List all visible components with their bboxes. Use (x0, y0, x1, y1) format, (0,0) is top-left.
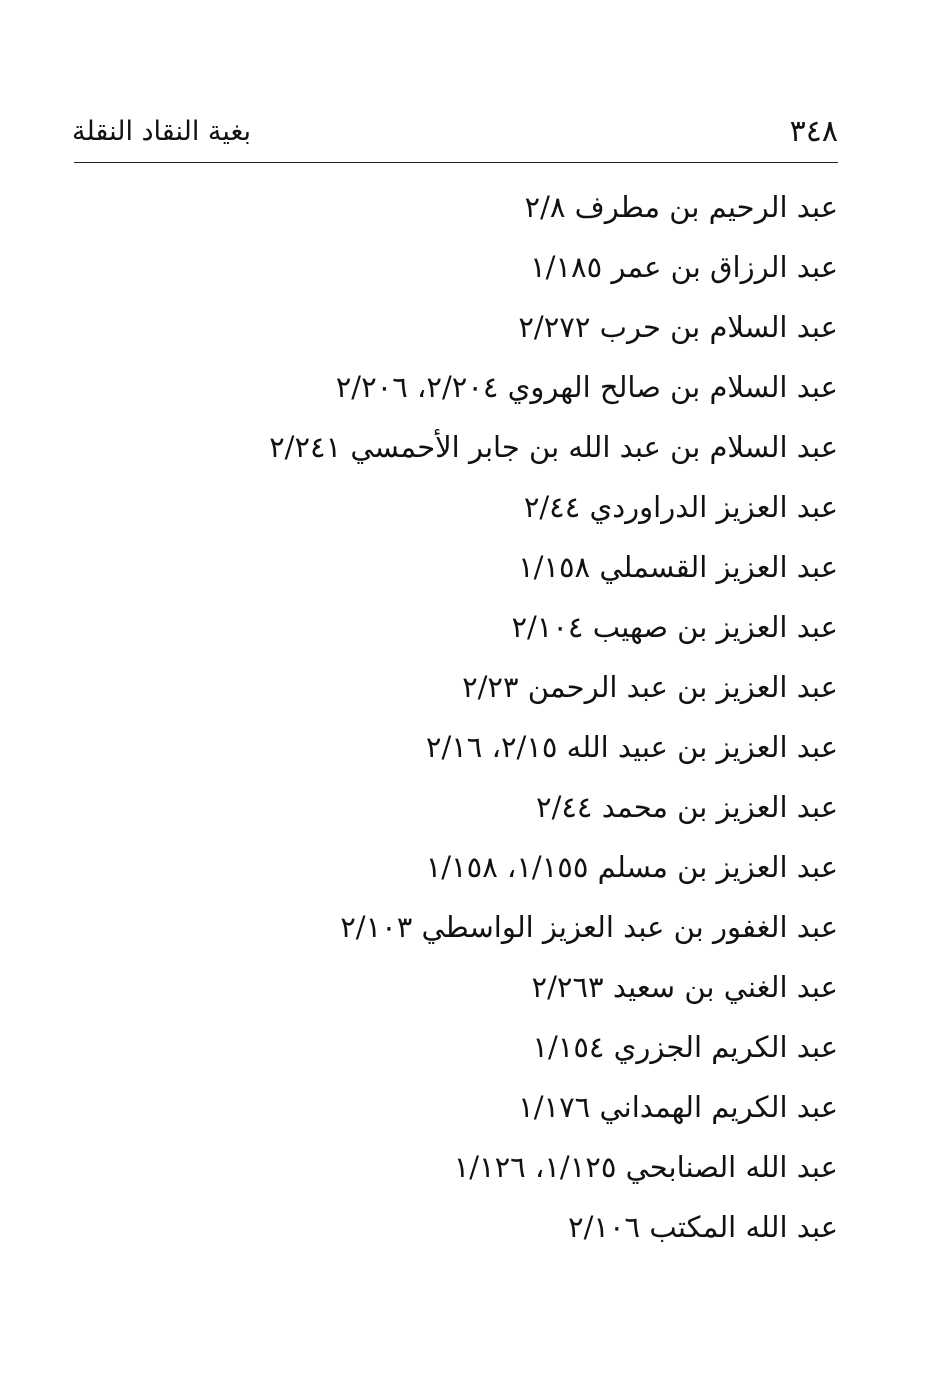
index-entry: عبد العزيز الدراوردي ٢/٤٤ (523, 490, 838, 524)
index-entries (138, 180, 838, 1260)
index-entry: عبد الكريم الهمداني ١/١٧٦ (518, 1090, 838, 1124)
index-entry: عبد الغفور بن عبد العزيز الواسطي ٢/١٠٣ (340, 910, 838, 944)
index-entry: عبد السلام بن حرب ٢/٢٧٢ (518, 310, 838, 344)
book-title: بغية النقاد النقلة (72, 116, 252, 147)
index-entry: عبد الكريم الجزري ١/١٥٤ (532, 1030, 838, 1064)
page-number: ٣٤٨ (789, 114, 838, 149)
header-rule (74, 162, 838, 163)
running-head (72, 112, 838, 152)
index-entry: عبد الرزاق بن عمر ١/١٨٥ (530, 250, 838, 284)
index-entry: عبد الله الصنابحي ١/١٢٥، ١/١٢٦ (453, 1150, 838, 1184)
index-entry: عبد العزيز بن محمد ٢/٤٤ (536, 790, 838, 824)
index-entry: عبد السلام بن صالح الهروي ٢/٢٠٤، ٢/٢٠٦ (335, 370, 838, 404)
index-entry: عبد العزيز بن عبيد الله ٢/١٥، ٢/١٦ (425, 730, 838, 764)
index-entry: عبد العزيز بن مسلم ١/١٥٥، ١/١٥٨ (425, 850, 838, 884)
index-entry: عبد الغني بن سعيد ٢/٢٦٣ (531, 970, 838, 1004)
index-entry: عبد العزيز القسملي ١/١٥٨ (518, 550, 838, 584)
index-entry: عبد العزيز بن عبد الرحمن ٢/٢٣ (462, 670, 838, 704)
index-entry: عبد العزيز بن صهيب ٢/١٠٤ (511, 610, 838, 644)
index-entry: عبد السلام بن عبد الله بن جابر الأحمسي ٢/٢٤١ (269, 430, 838, 464)
index-entry: عبد الرحيم بن مطرف ٢/٨ (524, 190, 838, 224)
index-entry: عبد الله المكتب ٢/١٠٦ (568, 1210, 838, 1244)
